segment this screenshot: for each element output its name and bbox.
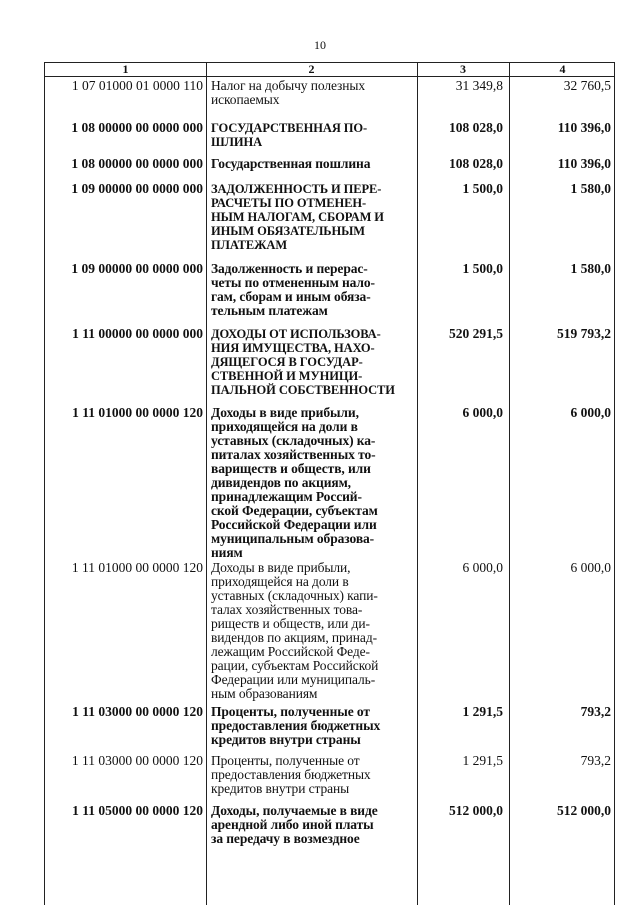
row-code: 1 09 00000 00 0000 000 [71, 261, 203, 276]
header-col-2: 2 [308, 62, 315, 76]
row-value-col3: 520 291,5 [449, 326, 503, 341]
row-value-col4: 793,2 [580, 753, 611, 768]
row-value-col4: 6 000,0 [570, 405, 611, 420]
row-value-col3: 108 028,0 [449, 156, 503, 171]
row-value-col4: 519 793,2 [557, 326, 611, 341]
row-name: Государственная пошлина [211, 156, 371, 171]
row-name: Налог на добычу полезных ископаемых [211, 78, 365, 107]
row-name: Доходы в виде прибыли, приходящейся на доли в уставных (складочных) капи- талах хозяйственных това- риществ и обществ, или ди- видендов по акциям, принад- лежащим Российской Феде- рации, субъектам Российской Федерации или муниципаль- ным образованиям [211, 560, 379, 701]
row-value-col3: 1 291,5 [462, 753, 503, 768]
row-name: ГОСУДАРСТВЕННАЯ ПО- ШЛИНА [211, 121, 368, 149]
row-name: Доходы, получаемые в виде арендной либо иной платы за передачу в возмездное [211, 803, 378, 846]
row-code: 1 07 01000 01 0000 110 [71, 78, 203, 93]
row-value-col3: 1 500,0 [462, 261, 503, 276]
row-value-col3: 1 291,5 [462, 704, 503, 719]
row-value-col3: 512 000,0 [449, 803, 503, 818]
row-code: 1 08 00000 00 0000 000 [71, 156, 203, 171]
row-code: 1 11 03000 00 0000 120 [71, 753, 203, 768]
row-value-col4: 1 580,0 [570, 181, 611, 196]
row-code: 1 11 01000 00 0000 120 [71, 560, 203, 575]
column-divider [509, 62, 510, 905]
row-value-col4: 6 000,0 [570, 560, 611, 575]
row-name: Проценты, полученные от предоставления бюджетных кредитов внутри страны [211, 753, 371, 796]
row-code: 1 08 00000 00 0000 000 [71, 120, 203, 135]
row-value-col3: 31 349,8 [455, 78, 503, 93]
row-value-col3: 6 000,0 [462, 405, 503, 420]
row-name: Проценты, полученные от предоставления бюджетных кредитов внутри страны [211, 704, 381, 747]
budget-table [44, 62, 615, 905]
row-code: 1 09 00000 00 0000 000 [71, 181, 203, 196]
header-col-3: 3 [460, 62, 466, 76]
row-code: 1 11 03000 00 0000 120 [72, 704, 203, 719]
row-name: Доходы в виде прибыли, приходящейся на доли в уставных (складочных) ка- питалах хозяйственных то- вариществ и обществ, или дивидендов по акциям, принадлежащим Россий- ской Федерации, субъектам Российской Федерации или муниципальным образова- ниям [211, 405, 378, 560]
row-value-col3: 1 500,0 [462, 181, 503, 196]
header-col-1: 1 [122, 62, 129, 76]
row-name: ДОХОДЫ ОТ ИСПОЛЬЗОВА- НИЯ ИМУЩЕСТВА, НАХО- ДЯЩЕГОСЯ В ГОСУДАР- СТВЕННОЙ И МУНИЦИ- ПАЛЬНОЙ СОБСТВЕННОСТИ [211, 327, 395, 397]
row-value-col3: 6 000,0 [462, 560, 503, 575]
row-value-col4: 1 580,0 [570, 261, 611, 276]
row-value-col4: 110 396,0 [557, 156, 611, 171]
row-value-col4: 32 760,5 [563, 78, 611, 93]
row-name: ЗАДОЛЖЕННОСТЬ И ПЕРЕ- РАСЧЕТЫ ПО ОТМЕНЕН- НЫМ НАЛОГАМ, СБОРАМ И ИНЫМ ОБЯЗАТЕЛЬНЫМ ПЛАТЕЖАМ [211, 182, 384, 252]
row-code: 1 11 00000 00 0000 000 [72, 326, 203, 341]
header-col-4: 4 [559, 62, 566, 76]
column-divider [206, 62, 207, 905]
row-value-col4: 110 396,0 [557, 120, 611, 135]
row-value-col4: 793,2 [580, 704, 611, 719]
row-code: 1 11 05000 00 0000 120 [72, 803, 203, 818]
row-name: Задолженность и перерас- четы по отмененным нало- гам, сборам и иным обяза- тельным платежам [211, 261, 375, 318]
row-value-col3: 108 028,0 [449, 120, 503, 135]
page-number: 10 [314, 38, 326, 52]
row-code: 1 11 01000 00 0000 120 [72, 405, 203, 420]
table-header [45, 62, 614, 77]
row-value-col4: 512 000,0 [557, 803, 611, 818]
